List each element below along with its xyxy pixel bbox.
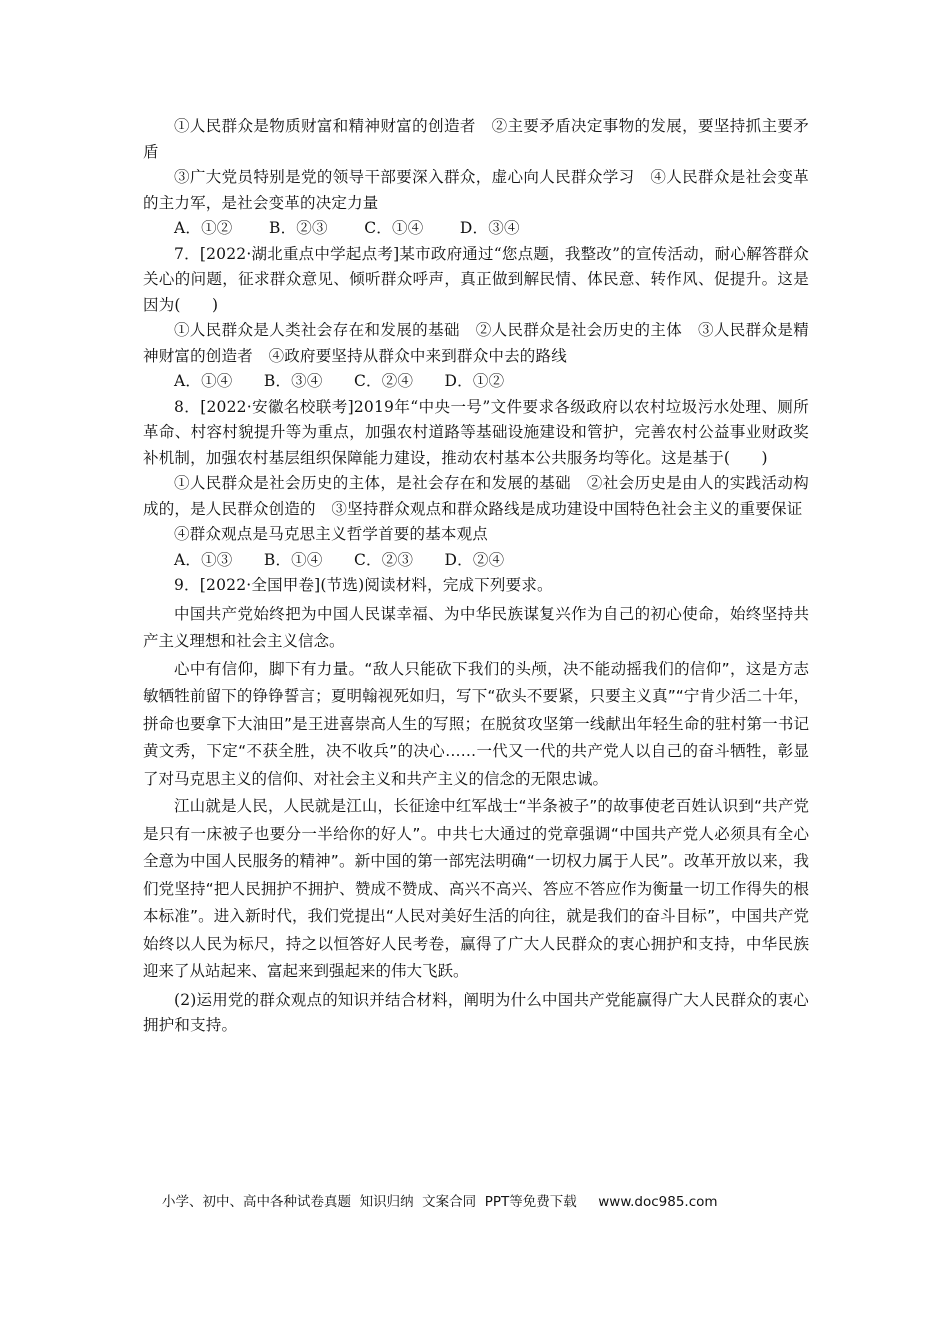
q9-material xyxy=(143,601,809,986)
q7-stem: 7．[2022·湖北重点中学起点考]某市政府通过“您点题，我整改”的宣传活动，耐心解答群众关心的问题，征求群众意见、倾听群众呼声，真正做到解民情、体民意、转作风、促提升。这是因为( ) xyxy=(143,244,809,314)
q7-options: ①人民群众是人类社会存在和发展的基础 ②人民群众是社会历史的主体 ③人民群众是精神财富的创造者 ④政府要坚持从群众中来到群众中去的路线 xyxy=(143,321,809,365)
q6-option-3-4: ③广大党员特别是党的领导干部要深入群众，虚心向人民群众学习 ④人民群众是社会变革的主力军，是社会变革的决定力量 xyxy=(143,168,809,212)
q9-question-2: (2)运用党的群众观点的知识并结合材料，阐明为什么中国共产党能赢得广大人民群众的衷心拥护和支持。 xyxy=(143,990,809,1034)
q7-choices: A．①④ B．③④ C．②④ D．①② xyxy=(174,372,505,390)
q8-stem: 8．[2022·安徽名校联考]2019年“中央一号”文件要求各级政府以农村垃圾污水处理、厕所革命、村容村貌提升等为重点，加强农村道路等基础设施建设和管护，完善农村公益事业财政奖补机制，加强农村基层组织保障能力建设，推动农村基本公共服务均等化。这是基于( ) xyxy=(143,397,809,467)
q9-stem: 9．[2022·全国甲卷](节选)阅读材料，完成下列要求。 xyxy=(174,576,553,594)
page-footer: 小学、初中、高中各种试卷真题 知识归纳 文案合同 PPT等免费下载 www.doc985.com xyxy=(162,1194,718,1210)
q8-choices: A．①③ B．①④ C．②③ D．②④ xyxy=(174,550,505,569)
q9-material-paragraph-2: 心中有信仰，脚下有力量。“敌人只能砍下我们的头颅，决不能动摇我们的信仰”，这是方志敏牺牲前留下的铮铮誓言；夏明翰视死如归，写下“砍头不要紧，只要主义真”“宁肯少活二十年，拼命也要拿下大油田”是王进喜崇高人生的写照；在脱贫攻坚第一线献出年轻生命的驻村第一书记黄文秀，下定“不获全胜，决不收兵”的决心……一代又一代的共产党人以自己的奋斗牺牲，彰显了对马克思主义的信仰、对社会主义和共产主义的信念的无限忠诚。 xyxy=(143,659,809,788)
q8-options: ①人民群众是社会历史的主体，是社会存在和发展的基础 ②社会历史是由人的实践活动构成的，是人民群众创造的 ③坚持群众观点和群众路线是成功建设中国特色社会主义的重要保证 xyxy=(143,474,809,518)
q8-option-4: ④群众观点是马克思主义哲学首要的基本观点 xyxy=(174,525,489,543)
q9-material-paragraph-1: 中国共产党始终把为中国人民谋幸福、为中华民族谋复兴作为自己的初心使命，始终坚持共产主义理想和社会主义信念。 xyxy=(143,604,809,650)
q9-material-paragraph-3: 江山就是人民，人民就是江山，长征途中红军战士“半条被子”的故事使老百姓认识到“共产党是只有一床被子也要分一半给你的好人”。中共七大通过的党章强调“中国共产党人必须具有全心全意为中国人民服务的精神”。新中国的第一部宪法明确“一切权力属于人民”。改革开放以来，我们党坚持“把人民拥护不拥护、赞成不赞成、高兴不高兴、答应不答应作为衡量一切工作得失的根本标准”。进入新时代，我们党提出“人民对美好生活的向往，就是我们的奋斗目标”，中国共产党始终以人民为标尺，持之以恒答好人民考卷，赢得了广大人民群众的衷心拥护和支持，中华民族迎来了从站起来、富起来到强起来的伟大飞跃。 xyxy=(143,797,809,980)
q6-choices: A．①② B．②③ C．①④ D．③④ xyxy=(174,219,520,237)
q6-option-1-2: ①人民群众是物质财富和精神财富的创造者 ②主要矛盾决定事物的发展，要坚持抓主要矛盾 xyxy=(143,117,809,161)
document-body xyxy=(143,114,809,1039)
